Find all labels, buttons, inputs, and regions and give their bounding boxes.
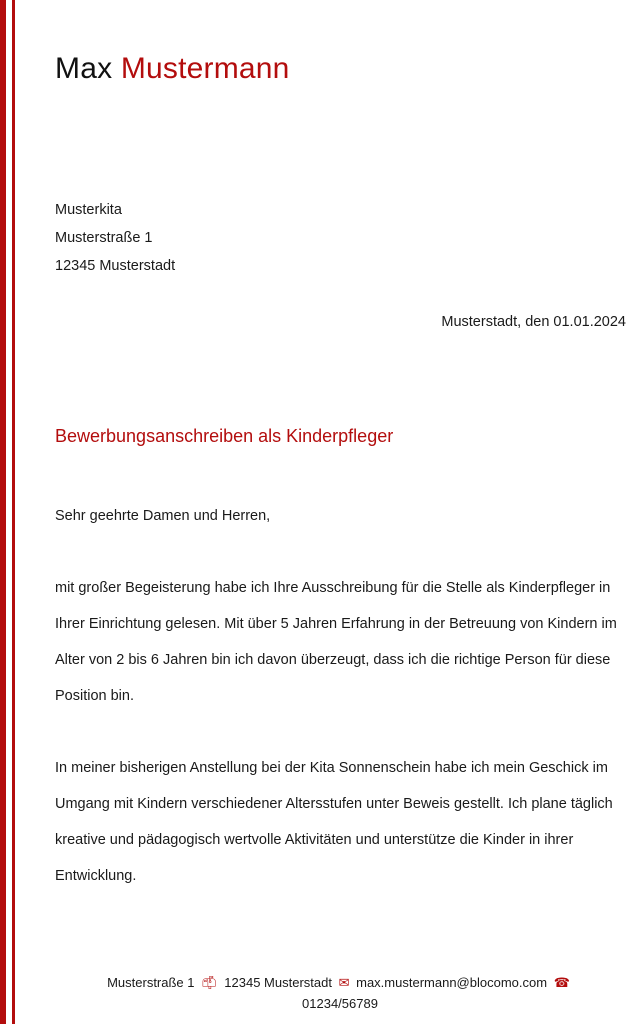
recipient-address bbox=[55, 196, 175, 280]
footer-city: 12345 Musterstadt bbox=[224, 975, 332, 990]
left-accent-bar-thick bbox=[0, 0, 6, 1024]
subject-line: Bewerbungsanschreiben als Kinderpfleger bbox=[55, 426, 394, 446]
sender-first-name: Max bbox=[55, 52, 113, 85]
recipient-city: 12345 Musterstadt bbox=[55, 258, 176, 274]
body-paragraph-2: In meiner bisherigen Anstellung bei der Kita Sonnenschein habe ich mein Geschick im Umgang mit Kindern verschiedener Altersstufen unter Beweis gestellt. Ich plane täglich kreative und pädagogisch wertvolle Aktivitäten und unterstütze die Kinder in ihrer Entwicklung. bbox=[55, 760, 613, 884]
envelope-icon: ✉︎ bbox=[338, 975, 350, 990]
sender-name bbox=[55, 52, 290, 86]
recipient-street: Musterstraße 1 bbox=[55, 230, 153, 246]
left-accent-bar-thin bbox=[12, 0, 15, 1024]
sender-last-name: Mustermann bbox=[120, 52, 290, 85]
salutation: Sehr geehrte Damen und Herren, bbox=[55, 508, 271, 524]
footer-contact bbox=[60, 972, 620, 1014]
footer-street: Musterstraße 1 bbox=[107, 975, 195, 990]
footer-email[interactable]: max.mustermann@blocomo.com bbox=[356, 975, 548, 990]
footer-phone[interactable]: 01234/56789 bbox=[302, 996, 378, 1011]
recipient-name: Musterkita bbox=[55, 202, 122, 218]
telephone-icon: ☎︎ bbox=[553, 975, 570, 990]
mailbox-icon: 📫︎ bbox=[201, 975, 218, 990]
date-line: Musterstadt, den 01.01.2024 bbox=[441, 314, 626, 330]
body-paragraph-1: mit großer Begeisterung habe ich Ihre Ausschreibung für die Stelle als Kinderpfleger in Ihrer Einrichtung gelesen. Mit über 5 Jahren Erfahrung in der Betreuung von Kindern im Alter von 2 bis 6 Jahren bin ich davon überzeugt, dass ich die richtige Person für diese Position bin. bbox=[55, 580, 617, 704]
